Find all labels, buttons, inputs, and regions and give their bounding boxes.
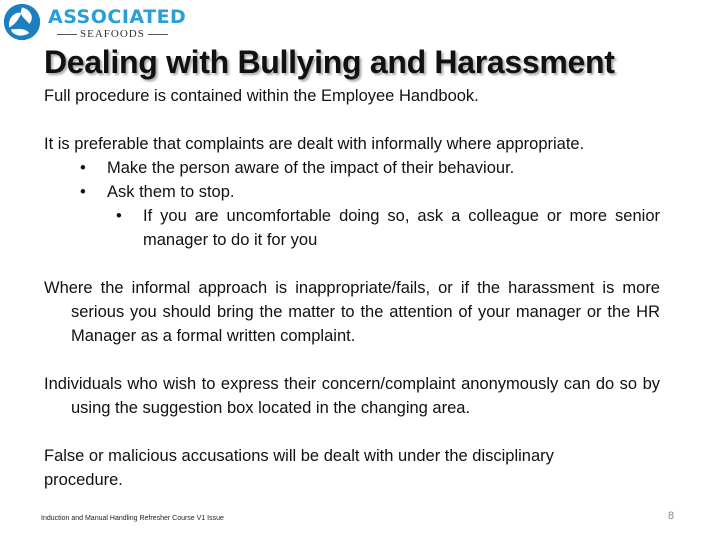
slide-title: Dealing with Bullying and Harassment [44,44,615,80]
sub-bullet-item: • If you are uncomfortable doing so, ask a colleague or more senior manager to do it for you [116,207,660,249]
page-number: 8 [668,510,675,522]
company-logo [2,2,187,42]
logo-name: ASSOCIATED [48,6,187,28]
informal-section [44,132,660,252]
logo-swirl-icon [2,2,42,42]
bullet-item: • Make the person aware of the impact of their behaviour. [80,159,515,177]
intro-text: Full procedure is contained within the Employee Handbook. [44,87,479,105]
anonymous-complaint-text: Individuals who wish to express their concern/complaint anonymously can do so by using the suggestion box located in the changing area. [44,375,660,417]
footer-text: Induction and Manual Handling Refresher Course V1 Issue [41,515,224,522]
informal-lead: It is preferable that complaints are dealt with informally where appropriate. [44,135,585,153]
bullet-item: • Ask them to stop. [80,183,235,201]
logo-subtitle: SEAFOODS [54,28,171,40]
slide-body [44,84,660,492]
formal-complaint-text: Where the informal approach is inappropriate/fails, or if the harassment is more serious you should bring the matter to the attention of your manager or the HR Manager as a formal written complaint. [44,279,660,345]
false-accusations-text: False or malicious accusations will be dealt with under the disciplinary procedure. [44,447,554,489]
